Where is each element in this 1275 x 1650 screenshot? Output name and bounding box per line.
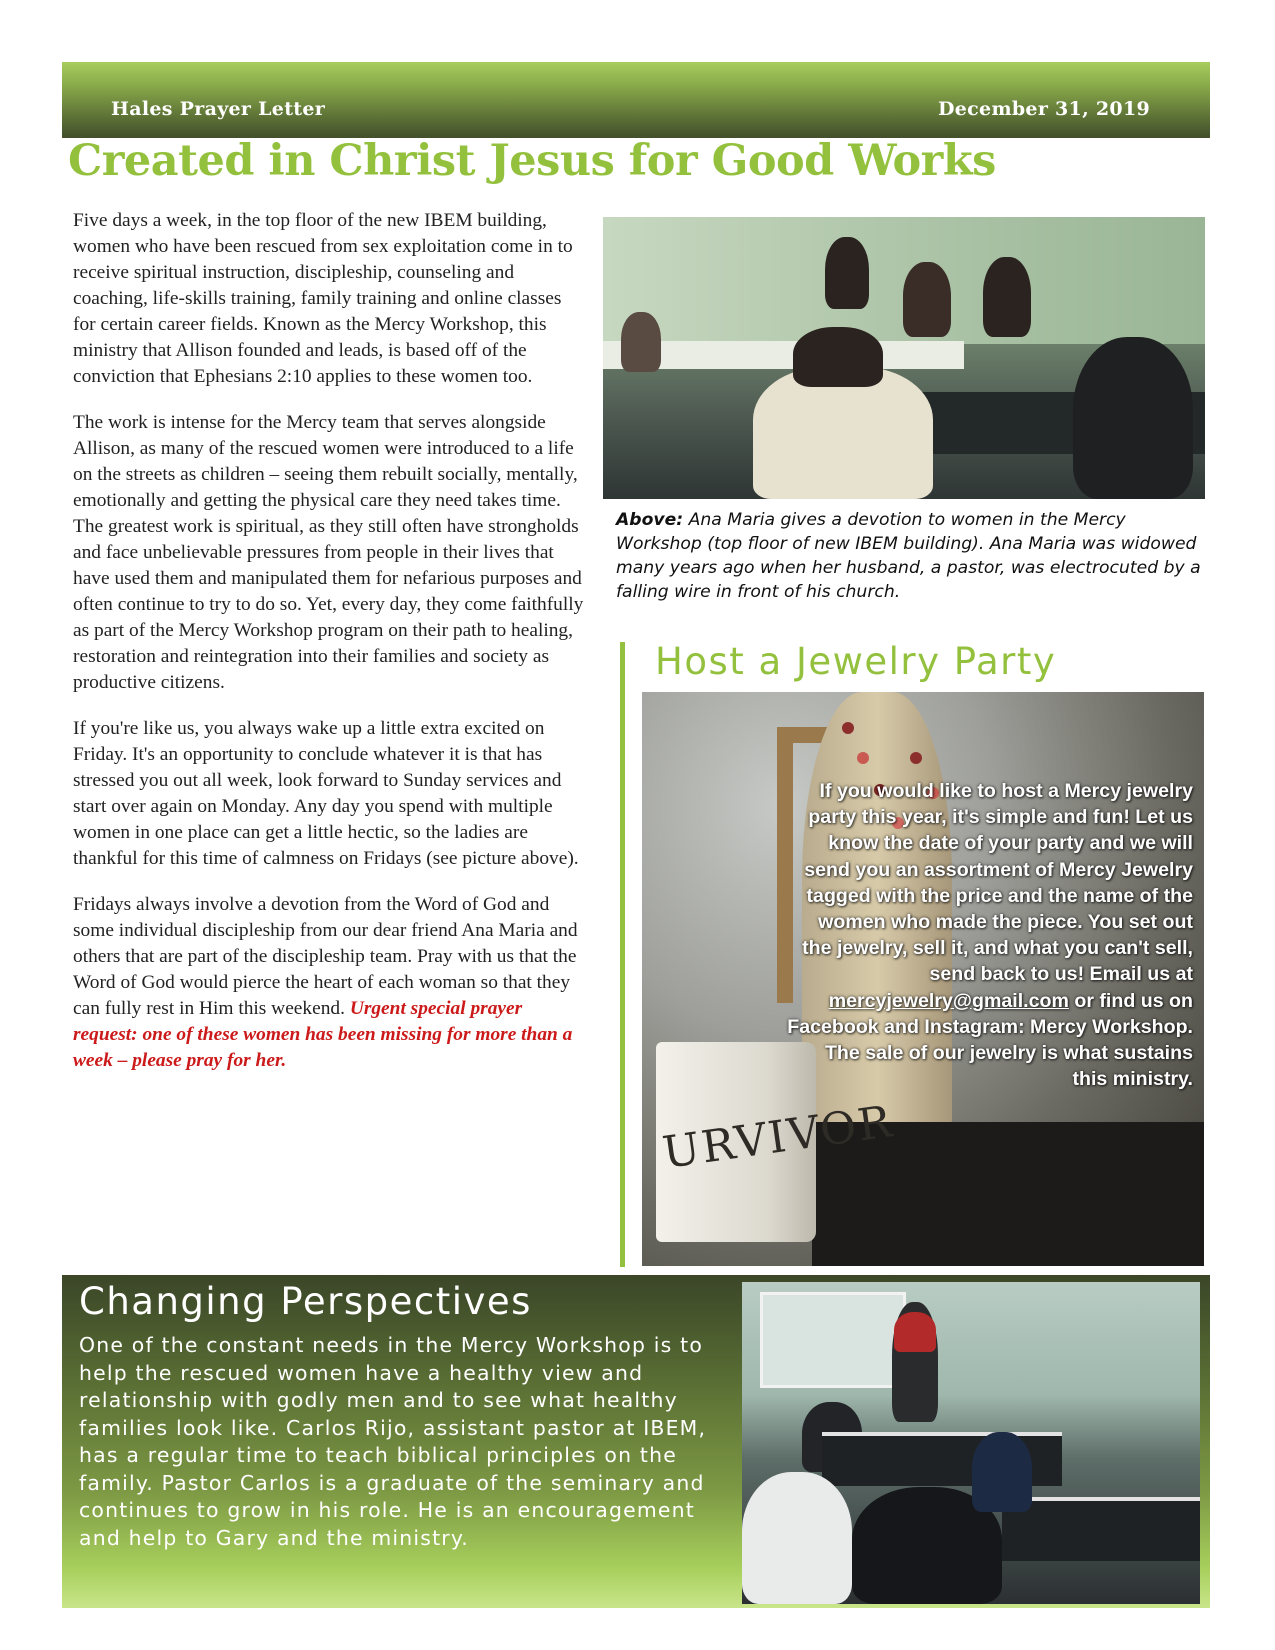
workshop-photo	[603, 217, 1205, 499]
article-paragraph-last	[73, 892, 585, 1074]
perspectives-title: Changing Perspectives	[79, 1280, 532, 1323]
main-article	[73, 208, 585, 1094]
photo-person	[1073, 337, 1193, 499]
jewelry-section-rule	[620, 642, 625, 1267]
photo-bead	[842, 722, 854, 734]
photo-bead	[857, 752, 869, 764]
header-bar	[62, 62, 1210, 138]
photo-person	[621, 312, 661, 372]
photo-person	[894, 1312, 936, 1352]
photo-person	[742, 1472, 852, 1604]
photo-desk	[1002, 1497, 1200, 1561]
photo-bead	[910, 752, 922, 764]
jewelry-text-after: or find us on Facebook and Instagram: Mercy Workshop. The sale of our jewelry is what sustains this ministry.	[787, 989, 1193, 1091]
perspectives-text: One of the constant needs in the Mercy Workshop is to help the rescued women have a healthy view and relationship with godly men and to see what healthy families look like. Carlos Rijo, assistant pastor at IBEM, has a regular time to teach biblical principles on the family. Pastor Carlos is a graduate of the seminary and continues to grow in his role. He is an encouragement and help to Gary and the ministry.	[79, 1333, 707, 1550]
class-photo	[742, 1282, 1200, 1604]
article-paragraph: If you're like us, you always wake up a little extra excited on Friday. It's an opportunity to conclude whatever it is that has stressed you out all week, look forward to Sunday services and start over again on Monday. Any day you spend with multiple women in one place can get a little hectic, so the ladies are thankful for this time of calmness on Fridays (see picture above).	[73, 718, 579, 869]
photo-person	[825, 237, 869, 309]
newsletter-name: Hales Prayer Letter	[111, 98, 326, 120]
photo-person	[983, 257, 1031, 337]
photo-person	[793, 327, 883, 387]
jewelry-text-before: If you would like to host a Mercy jewelry party this year, it's simple and fun! Let us know the date of your party and we will send you an assortment of Mercy Jewelry tagged with the price and the name of the women who made the piece. You set out the jewelry, sell it, and what you can't sell, send back to us! Email us at	[802, 780, 1193, 986]
email-link[interactable]: mercyjewelry@gmail.com	[828, 989, 1069, 1012]
photo-person	[972, 1432, 1032, 1512]
photo-caption	[616, 508, 1204, 604]
photo-window	[760, 1292, 906, 1388]
article-paragraph: Five days a week, in the top floor of the new IBEM building, women who have been rescued from sex exploitation come in to receive spiritual instruction, discipleship, counseling and coaching, life-skills training, family training and online classes for certain career fields. Known as the Mercy Workshop, this ministry that Allison founded and leads, is based off of the conviction that Ephesians 2:10 applies to these women too.	[73, 210, 573, 387]
urgent-prayer-request: Urgent special prayer request: one of these women has been missing for more than a week – please pray for her.	[73, 998, 573, 1071]
mug-text: URVIVOR	[659, 1096, 897, 1179]
article-text: Fridays always involve a devotion from the Word of God and some individual discipleship from our dear friend Ana Maria and others that are part of the discipleship team. Pray with us that the Word of God would pierce the heart of each woman so that they can fully rest in Him this weekend.	[73, 894, 578, 1019]
photo-person	[903, 262, 951, 337]
caption-lead: Above:	[616, 510, 684, 530]
newsletter-date: December 31, 2019	[938, 98, 1150, 120]
caption-text: Ana Maria gives a devotion to women in the Mercy Workshop (top floor of new IBEM building). Ana Maria was widowed many years ago when her husband, a pastor, was electrocuted by a falling wire in front of his church.	[616, 510, 1201, 602]
jewelry-section-title: Host a Jewelry Party	[655, 640, 1057, 683]
article-paragraph: The work is intense for the Mercy team that serves alongside Allison, as many of the rescued women were introduced to a life on the streets as children – seeing them rebuilt socially, mentally, emotionally and getting the physical care they need takes time. The greatest work is spiritual, as they still often have strongholds and face unbelievable pressures from people in their lives that have used them and manipulated them for nefarious purposes and often continue to try to do so. Yet, every day, they come faithfully as part of the Mercy Workshop program on their path to healing, restoration and reintegration into their families and society as productive citizens.	[73, 412, 584, 693]
jewelry-party-text	[785, 778, 1193, 1092]
main-title: Created in Christ Jesus for Good Works	[68, 136, 996, 186]
